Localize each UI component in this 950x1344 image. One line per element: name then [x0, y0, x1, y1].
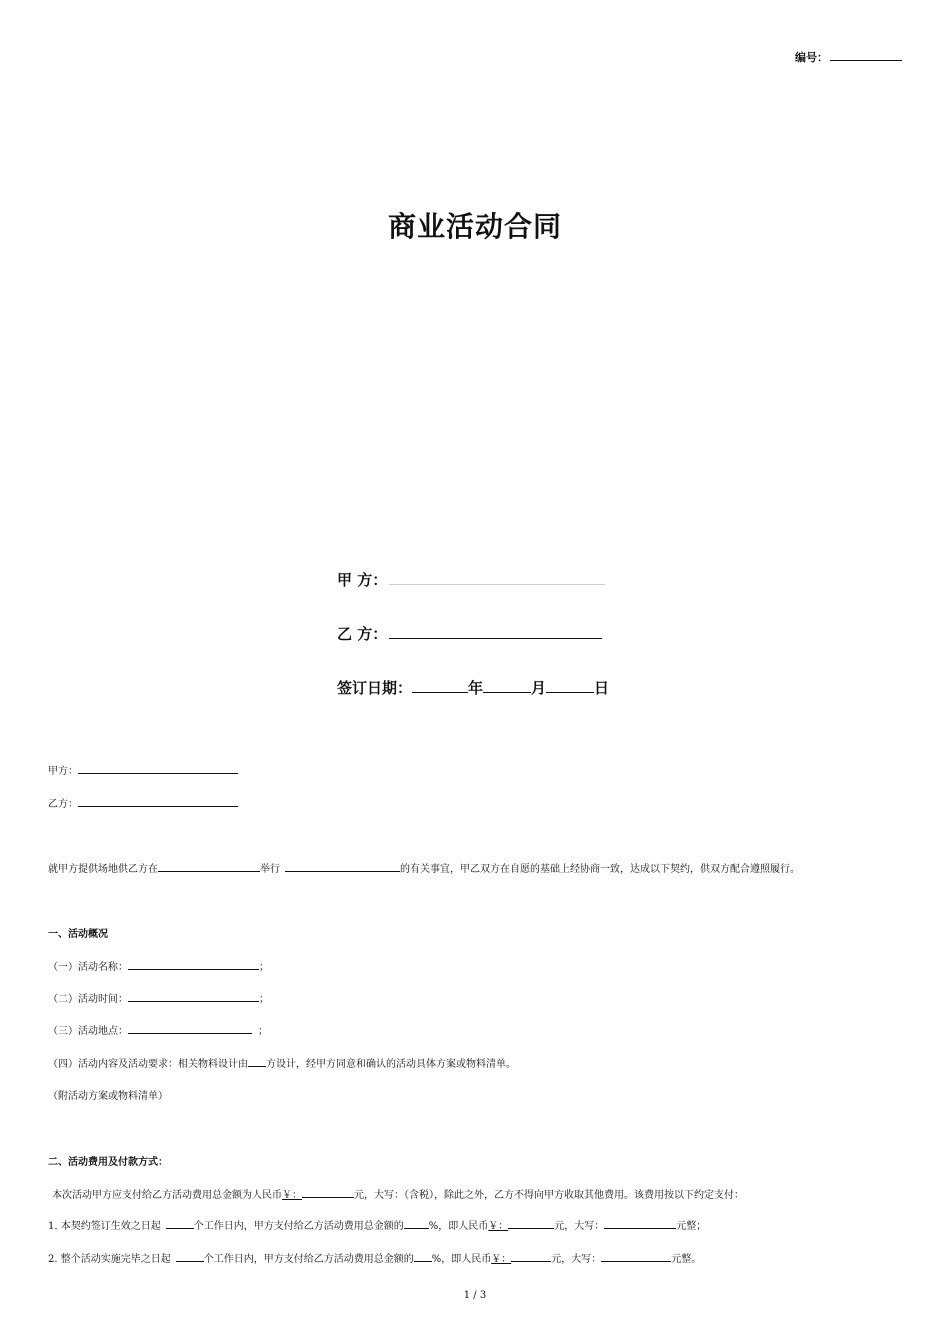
party-a-label: 甲方：: [48, 766, 78, 777]
payment-2-text-3: %，即人民币: [431, 1254, 492, 1265]
attachment-note: （附活动方案或物料清单）: [48, 1091, 168, 1102]
activity-content-line: [48, 1055, 516, 1070]
designer-party-blank[interactable]: [248, 1055, 266, 1067]
payment-term-1: [48, 1217, 706, 1232]
activity-time-label: （二）活动时间：: [48, 994, 128, 1005]
section-2-heading: 二、活动费用及付款方式：: [48, 1157, 168, 1168]
cover-year-label: 年: [468, 679, 484, 697]
activity-name-line: [48, 958, 269, 973]
semicolon: ；: [259, 994, 269, 1005]
preamble-venue-blank[interactable]: [158, 860, 260, 872]
payment-1-text-4: 元，大写：: [554, 1221, 605, 1232]
cover-party-b-blank[interactable]: [389, 626, 602, 639]
payment-1-amount-blank[interactable]: [508, 1217, 554, 1229]
party-b-line: [48, 795, 238, 810]
payment-intro-text-1: 本次活动甲方应支付给乙方活动费用总金额为人民币: [52, 1190, 282, 1201]
payment-1-percent-blank[interactable]: [404, 1217, 429, 1229]
semicolon: ；: [258, 1026, 268, 1037]
cover-party-a-blank[interactable]: [389, 572, 605, 585]
payment-1-text-2: 个工作日内，甲方支付给乙方活动费用总金额的: [193, 1221, 404, 1232]
cover-party-a: [337, 569, 605, 590]
activity-location-line: [48, 1022, 268, 1037]
payment-1-days-blank[interactable]: [166, 1217, 194, 1229]
cover-day-label: 日: [594, 679, 610, 697]
preamble-text-2: 举行: [260, 864, 280, 875]
activity-name-label: （一）活动名称：: [48, 962, 128, 973]
activity-location-blank[interactable]: [128, 1022, 252, 1034]
payment-2-percent-blank[interactable]: [414, 1250, 432, 1262]
party-a-line: [48, 762, 238, 777]
cover-date-label: 签订日期：: [337, 679, 413, 697]
page-number: 1 / 3: [463, 1290, 487, 1301]
preamble-text-1: 就甲方提供场地供乙方在: [48, 864, 158, 875]
total-amount-blank[interactable]: [302, 1186, 354, 1198]
cover-party-b-label: 乙 方：: [337, 625, 388, 643]
party-a-blank[interactable]: [78, 762, 238, 774]
payment-1-text-1: 1. 本契约签订生效之日起: [48, 1221, 161, 1232]
payment-term-2: [48, 1250, 701, 1265]
activity-time-blank[interactable]: [128, 990, 259, 1002]
cover-party-b: [337, 623, 602, 644]
activity-location-label: （三）活动地点：: [48, 1026, 128, 1037]
preamble-paragraph: [48, 860, 800, 875]
activity-time-line: [48, 990, 269, 1005]
cover-month-blank[interactable]: [483, 680, 531, 693]
cover-signing-date: [337, 677, 609, 698]
payment-2-text-4: 元，大写：: [551, 1254, 602, 1265]
activity-content-text-2: 方设计，经甲方同意和确认的活动具体方案或物料清单。: [266, 1059, 516, 1070]
payment-2-amount-blank[interactable]: [511, 1250, 551, 1262]
activity-name-blank[interactable]: [128, 958, 259, 970]
payment-1-text-5: 元整；: [676, 1221, 707, 1232]
cover-day-blank[interactable]: [546, 680, 594, 693]
yen-symbol: ￥：: [491, 1254, 512, 1265]
preamble-text-3: 的有关事宜，甲乙双方在自愿的基础上经协商一致，达成以下契约，供双方配合遵照履行。: [400, 864, 800, 875]
semicolon: ；: [259, 962, 269, 973]
yen-symbol: ￥：: [282, 1190, 302, 1201]
section-1-heading: 一、活动概况: [48, 929, 108, 940]
payment-2-text-5: 元整。: [671, 1254, 702, 1265]
preamble-event-blank[interactable]: [285, 860, 400, 872]
payment-2-days-blank[interactable]: [176, 1250, 204, 1262]
contract-title: 商业活动合同: [387, 210, 562, 243]
document-number-label: 编号：: [795, 51, 828, 64]
cover-month-label: 月: [531, 679, 547, 697]
payment-2-written-amount-blank[interactable]: [601, 1250, 671, 1262]
payment-2-text-2: 个工作日内，甲方支付给乙方活动费用总金额的: [203, 1254, 414, 1265]
cover-year-blank[interactable]: [412, 680, 468, 693]
party-b-label: 乙方：: [48, 799, 78, 810]
document-number: [795, 49, 902, 65]
payment-2-text-1: 2. 整个活动实施完毕之日起: [48, 1254, 171, 1265]
payment-1-text-3: %，即人民币: [428, 1221, 489, 1232]
yen-symbol: ￥：: [488, 1221, 509, 1232]
party-b-blank[interactable]: [78, 795, 238, 807]
activity-content-text-1: （四）活动内容及活动要求：相关物料设计由: [48, 1059, 248, 1070]
cover-party-a-label: 甲 方：: [337, 571, 388, 589]
document-number-blank[interactable]: [830, 49, 902, 61]
payment-intro-line: [52, 1186, 744, 1201]
payment-intro-text-2: 元，大写：（含税），除此之外，乙方不得向甲方收取其他费用。该费用按以下约定支付：: [354, 1190, 744, 1201]
payment-1-written-amount-blank[interactable]: [604, 1217, 676, 1229]
